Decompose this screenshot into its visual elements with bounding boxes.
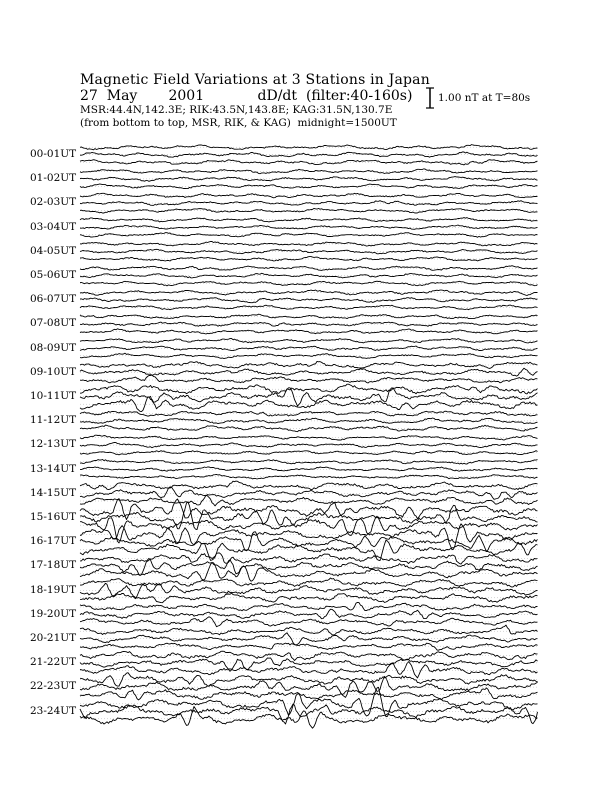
trace-kag [80,602,538,610]
hour-label: 02-03UT [30,196,77,209]
trace-rik [80,442,538,447]
trace-msr [80,375,538,383]
hour-label: 22-23UT [30,680,77,693]
hour-label: 20-21UT [30,632,77,644]
trace-kag [80,193,538,198]
trace-msr [80,281,538,286]
trace-rik [80,583,538,598]
trace-rik [80,298,538,303]
trace-rik [80,487,538,499]
quantity-label: dD/dt [257,88,298,104]
trace-kag [80,625,538,635]
trace-msr [80,643,538,650]
trace-rik [80,201,538,206]
order-note: (from bottom to top, MSR, RIK, & KAG) [80,117,291,129]
hour-label: 13-14UT [30,462,77,475]
trace-kag [80,169,538,174]
scale-bar-label: 1.00 nT at T=80s [438,92,531,104]
stations-line: MSR:44.4N,142.3E; RIK:43.5N,143.8E; KAG:31.5N,130.7E [80,104,393,116]
trace-rik [80,609,538,619]
filter-label: (filter:40-160s) [305,88,413,104]
trace-kag [80,411,538,416]
hour-label: 18-19UT [30,583,77,596]
hour-label: 00-01UT [30,148,77,160]
trace-msr [80,495,538,506]
trace-msr [80,353,538,358]
hour-label: 05-06UT [30,269,77,281]
hour-label: 07-08UT [30,317,77,330]
hour-label: 12-13UT [30,438,77,451]
hour-label: 11-12UT [30,414,77,427]
trace-kag [80,384,538,394]
hour-label: 01-02UT [30,172,77,185]
trace-msr [80,425,538,432]
date-day: 27 [80,88,98,104]
hour-label: 17-18UT [30,559,77,572]
trace-kag [80,499,538,520]
hour-label: 15-16UT [30,511,77,523]
trace-rik [80,467,538,471]
hour-label: 14-15UT [30,486,77,499]
trace-rik [80,658,538,671]
hour-label: 21-22UT [30,656,77,669]
chart-title: Magnetic Field Variations at 3 Stations in Japan [80,72,430,88]
hour-label: 03-04UT [30,220,77,233]
trace-msr [80,707,538,729]
trace-kag [80,524,538,550]
hour-label: 19-20UT [30,607,77,620]
date-month: May [106,88,138,104]
trace-kag [80,578,538,587]
trace-msr [80,593,538,603]
trace-rik [80,368,538,376]
trace-msr [80,617,538,627]
trace-kag [80,435,538,440]
trace-msr [80,562,538,581]
hour-label: 09-10UT [30,365,77,378]
hour-label: 16-17UT [30,535,77,548]
trace-kag [80,266,538,271]
trace-kag [80,290,538,296]
trace-rik [80,502,538,529]
hour-label: 08-09UT [30,341,77,354]
trace-rik [80,152,538,157]
trace-msr [80,474,538,479]
trace-kag [80,651,538,660]
hour-label: 10-11UT [30,390,77,402]
midnight-note: midnight=1500UT [297,117,397,129]
date-year: 2001 [168,88,205,104]
trace-msr [80,662,538,678]
trace-msr [80,516,538,543]
hour-label: 23-24UT [30,704,77,717]
trace-kag [80,481,538,490]
hour-label: 04-05UT [30,244,77,257]
hour-label: 06-07UT [30,293,77,306]
